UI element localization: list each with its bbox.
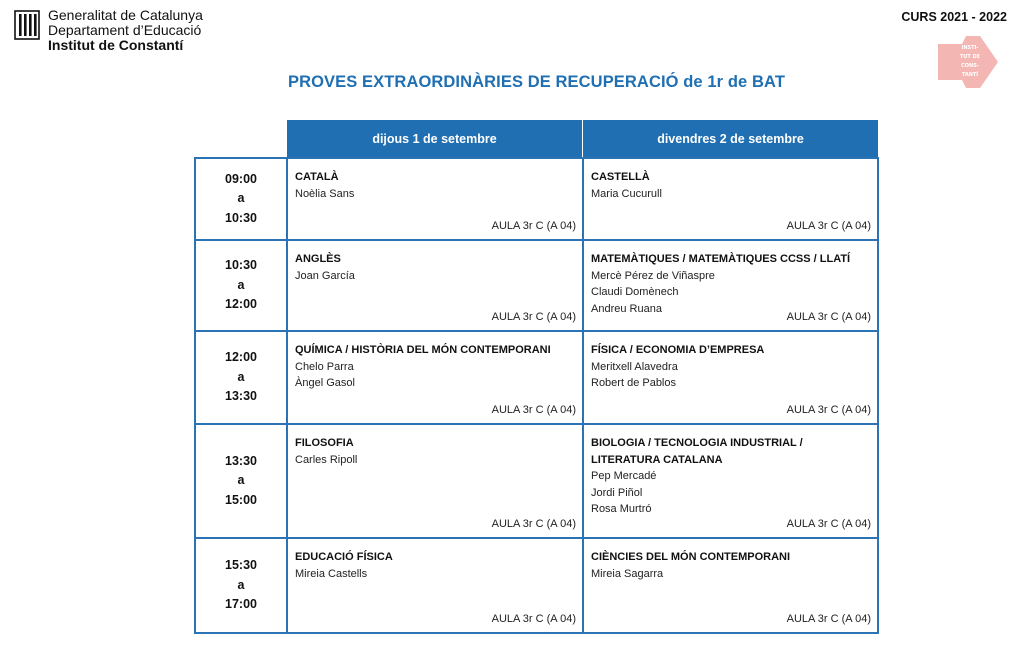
room-label: AULA 3r C (A 04) <box>786 219 871 232</box>
table-row <box>196 159 877 241</box>
room-label: AULA 3r C (A 04) <box>786 612 871 625</box>
time-start: 12:00 <box>225 350 257 365</box>
teacher-name: Mercè Pérez de Viñaspre <box>591 269 715 282</box>
exam-cell <box>288 159 584 239</box>
table-body <box>194 157 879 634</box>
room-label: AULA 3r C (A 04) <box>491 219 576 232</box>
logo-text-3: CONS- <box>961 63 979 69</box>
time-sep: a <box>237 577 245 592</box>
teacher-name: Jordi Piñol <box>591 486 643 499</box>
subject-name: QUÍMICA / HISTÒRIA DEL MÓN CONTEMPORANI <box>295 344 551 356</box>
teacher-name: Maria Cucurull <box>591 187 662 200</box>
header-line-1: Generalitat de Catalunya <box>48 7 203 23</box>
institution-text <box>48 8 203 53</box>
time-sep: a <box>237 369 245 384</box>
exam-cell <box>288 425 584 537</box>
teacher-name: Rosa Murtró <box>591 503 652 515</box>
time-end: 15:00 <box>225 492 257 507</box>
logo-text-2: TUT DE <box>959 54 981 60</box>
teacher-name: Robert de Pablos <box>591 377 676 389</box>
time-slot <box>196 425 288 537</box>
header-line-2: Departament d’Educació <box>48 22 202 38</box>
time-start: 13:30 <box>225 453 257 468</box>
subject-name: CASTELLÀ <box>591 171 650 183</box>
exam-cell <box>584 241 877 330</box>
generalitat-logo-icon <box>14 10 40 40</box>
logo-text-1: INSTI- <box>961 45 979 51</box>
subject-name: EDUCACIÓ FÍSICA <box>295 551 393 563</box>
day-header-2: divendres 2 de setembre <box>583 120 878 157</box>
teacher-name: Carles Ripoll <box>295 453 358 466</box>
course-year: CURS 2021 - 2022 <box>901 10 1007 24</box>
room-label: AULA 3r C (A 04) <box>491 612 576 625</box>
day-header-1: dijous 1 de setembre <box>287 120 583 157</box>
subject-name: MATEMÀTIQUES / MATEMÀTIQUES CCSS / LLATÍ <box>591 253 851 265</box>
time-slot <box>196 241 288 330</box>
room-label: AULA 3r C (A 04) <box>786 517 871 530</box>
time-slot <box>196 332 288 423</box>
table-header <box>287 120 878 157</box>
time-slot <box>196 539 288 632</box>
teacher-name: Àngel Gasol <box>295 377 355 389</box>
time-sep: a <box>237 473 245 488</box>
teacher-name: Mireia Sagarra <box>591 567 664 580</box>
teacher-name: Joan García <box>295 269 355 282</box>
subject-name: ANGLÈS <box>295 253 341 265</box>
exam-cell <box>584 159 877 239</box>
room-label: AULA 3r C (A 04) <box>786 310 871 323</box>
exam-cell <box>584 332 877 423</box>
teacher-name: Noèlia Sans <box>295 187 355 200</box>
teacher-name: Chelo Parra <box>295 360 354 373</box>
table-row <box>196 332 877 425</box>
teacher-name: Claudi Domènech <box>591 286 679 298</box>
table-row <box>196 425 877 539</box>
subject-name: BIOLOGIA / TECNOLOGIA INDUSTRIAL / <box>591 437 803 449</box>
time-start: 15:30 <box>225 558 257 573</box>
exam-cell <box>288 539 584 632</box>
time-end: 10:30 <box>225 210 257 225</box>
exam-cell <box>584 539 877 632</box>
logo-text-4: TANTÍ <box>961 72 979 78</box>
exam-cell <box>584 425 877 537</box>
exam-cell <box>288 332 584 423</box>
time-sep: a <box>237 277 245 292</box>
table-row <box>196 539 877 632</box>
teacher-name: Meritxell Alavedra <box>591 360 678 373</box>
room-label: AULA 3r C (A 04) <box>491 517 576 530</box>
time-start: 10:30 <box>225 258 257 273</box>
subject-name: LITERATURA CATALANA <box>591 453 723 466</box>
teacher-name: Pep Mercadé <box>591 470 657 482</box>
school-name: Institut de Constantí <box>48 37 184 53</box>
room-label: AULA 3r C (A 04) <box>786 403 871 416</box>
time-slot <box>196 159 288 239</box>
subject-name: FILOSOFIA <box>295 437 354 449</box>
time-end: 12:00 <box>225 297 257 312</box>
time-start: 09:00 <box>225 171 257 186</box>
page-title: PROVES EXTRAORDINÀRIES DE RECUPERACIÓ de 1r de BAT <box>287 73 786 91</box>
table-row <box>196 241 877 332</box>
room-label: AULA 3r C (A 04) <box>491 403 576 416</box>
time-end: 17:00 <box>225 597 257 612</box>
institution-header <box>14 8 203 53</box>
time-sep: a <box>237 191 245 206</box>
teacher-name: Mireia Castells <box>295 567 368 580</box>
exam-cell <box>288 241 584 330</box>
subject-name: FÍSICA / ECONOMIA D’EMPRESA <box>591 344 765 356</box>
room-label: AULA 3r C (A 04) <box>491 310 576 323</box>
teacher-name: Andreu Ruana <box>591 302 662 315</box>
subject-name: CIÈNCIES DEL MÓN CONTEMPORANI <box>591 551 791 563</box>
subject-name: CATALÀ <box>295 171 339 183</box>
time-end: 13:30 <box>225 389 257 404</box>
